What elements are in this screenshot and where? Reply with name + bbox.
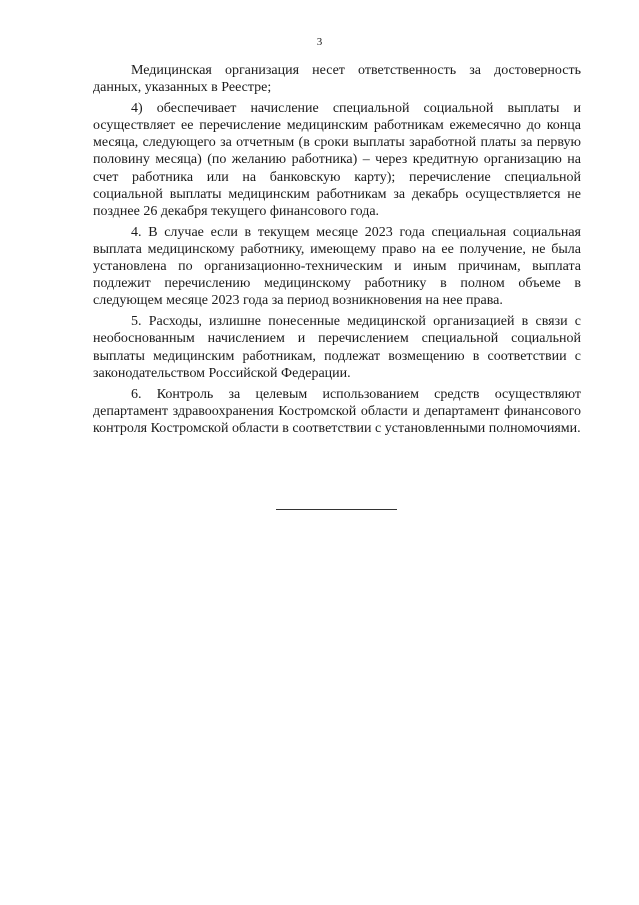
paragraph-section-6: 6. Контроль за целевым использованием средств осуществляют департамент здравоохранения Костромской области и департамент финансового контроля Костромской области в соответствии с установленными полномочиями. [93, 386, 581, 436]
end-separator-line [276, 509, 397, 510]
paragraph-responsibility: Медицинская организация несет ответственность за достоверность данных, указанных в Реестре; [93, 63, 581, 96]
paragraph-section-4: 4. В случае если в текущем месяце 2023 года специальная социальная выплата медицинскому работнику, имеющему право на ее получение, не была установлена по организационно-техническим и иным причинам, выплата подлежит перечислению медицинскому работнику в полном объеме в следующем месяце 2023 года за период возникновения на нее права. [93, 224, 581, 309]
page-number: 3 [316, 36, 323, 48]
document-body [93, 62, 581, 441]
paragraph-section-5: 5. Расходы, излишне понесенные медицинской организацией в связи с необоснованным начислением и перечислением специальной социальной выплаты медицинским работникам, подлежат возмещению в соответствии с законодательством Российской Федерации. [93, 314, 581, 381]
paragraph-item-4-payment: 4) обеспечивает начисление специальной социальной выплаты и осуществляет ее перечисление медицинским работникам ежемесячно до конца месяца, следующего за отчетным (в сроки выплаты заработной платы за первую половину месяца) (по желанию работника) – через кредитную организацию на счет работника или на банковскую карту); перечисление специальной социальной выплаты медицинским работникам за декабрь осуществляется не позднее 26 декабря текущего финансового года. [93, 101, 581, 219]
